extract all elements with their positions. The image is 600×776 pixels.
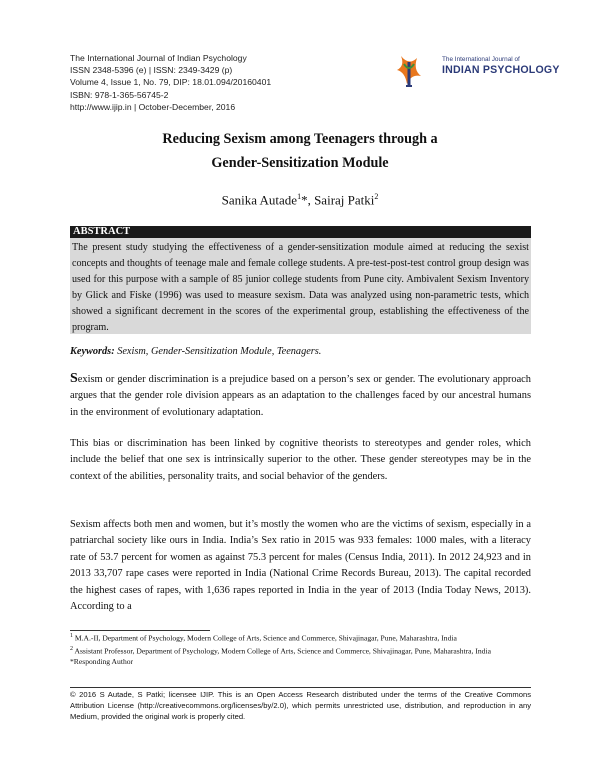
footnote-2-number: 2 <box>70 646 73 653</box>
abstract-heading: ABSTRACT <box>70 226 531 238</box>
journal-name: The International Journal of Indian Psychology <box>70 53 247 63</box>
body-paragraph-3: Sexism affects both men and women, but it’s mostly the women who are the victims of sexism, especially in a patriarchal society like ours in India. India’s Sex ratio in 2015 was 933 females: 1000 males, with a literacy rate of 53.7 percent for women as against 75.3 percent for males (Census India, 2011). In 2012 24,923 and in 2013 33,707 rape cases were reported in India (National Crime Records Bureau, 2013). The capital recorded the highest cases of rapes, with 1,636 rapes reported in India in the year of 2013 (India Today News, 2013). According to a <box>70 519 531 613</box>
footnotes <box>70 631 531 668</box>
corresponding-mark: * <box>301 192 308 208</box>
body-paragraph-2: This bias or discrimination has been linked by cognitive theorists to stereotypes and gender roles, which include the belief that one sex is intrinsically superior to the other. These gender stereotypes may be in the context of the abilities, personality traits, and social behavior of the genders. <box>70 438 531 482</box>
license-divider <box>70 687 531 688</box>
body-paragraph-1 <box>70 371 531 421</box>
author-2: Sairaj Patki <box>314 192 375 208</box>
footnote-2 <box>70 644 531 657</box>
corresponding-author-note: *Responding Author <box>70 657 134 667</box>
license-text: © 2016 S Autade, S Patki; licensee IJIP. This is an Open Access Research distributed under the terms of the Creative Commons Attribution License (http://creativecommons.org/licenses/by/2.0), which permits unrestricted use, distribution, and reproduction in any Medium, provided the original work is properly cited. <box>70 690 531 721</box>
footnote-1-text: M.A.-II, Department of Psychology, Modern College of Arts, Science and Commerce, Shivajinagar, Pune, Maharashtra, India <box>73 633 457 643</box>
paper-title-line2: Gender-Sensitization Module <box>211 155 389 171</box>
keywords-line <box>70 346 321 357</box>
paper-title-line1: Reducing Sexism among Teenagers through a <box>162 131 438 147</box>
journal-header <box>70 52 271 113</box>
author-1: Sanika Autade <box>221 192 298 208</box>
keywords-text: Sexism, Gender-Sensitization Module, Teenagers. <box>114 346 322 357</box>
footnote-1-number: 1 <box>70 633 73 639</box>
footnote-1 <box>70 631 531 644</box>
url-date-line[interactable]: http://www.ijip.in | October-December, 2016 <box>70 101 236 112</box>
issn-line: ISSN 2348-5396 (e) | ISSN: 2349-3429 (p) <box>70 65 233 76</box>
abstract-text: The present study studying the effectiveness of a gender-sensitization module aimed at reducing the sexist concepts and thoughts of teenage male and female college students. A pre-test-post-test control group design was used for this purpose with a sample of 85 junior college students from Pune city. Ambivalent Sexism Inventory by Glick and Fiske (1996) was used to measure sexism. Data was analyzed using non-parametric tests, which showed a significant decrement in the scores of the experimental group, establishing the effectiveness of the program. <box>70 238 531 334</box>
keywords-label: Keywords: <box>70 346 115 357</box>
footnote-2-text: Assistant Professor, Department of Psychology, Modern College of Arts, Science and Commerce, Shivajinagar, Pune, Maharashtra, India <box>73 646 491 656</box>
author-2-sup: 2 <box>374 192 379 201</box>
isbn-line: ISBN: 978-1-365-56745-2 <box>70 89 169 100</box>
volume-line: Volume 4, Issue 1, No. 79, DIP: 18.01.094/20160401 <box>70 77 272 88</box>
author-line <box>0 192 600 208</box>
author-1-sup: 1 <box>297 192 302 201</box>
logo-small-text: The International Journal of <box>442 56 520 63</box>
author-separator: , <box>307 192 315 208</box>
paragraph-1-text: exism or gender discrimination is a prejudice based on a person’s sex or gender. The evolutionary approach argues that the gender role division appears as an adaptation to the challenges faced by our ancestral humans in the environment of evolutionary adaptation. <box>70 374 531 418</box>
drop-cap: S <box>70 371 78 386</box>
logo-main-text: INDIAN PSYCHOLOGY <box>442 64 560 76</box>
